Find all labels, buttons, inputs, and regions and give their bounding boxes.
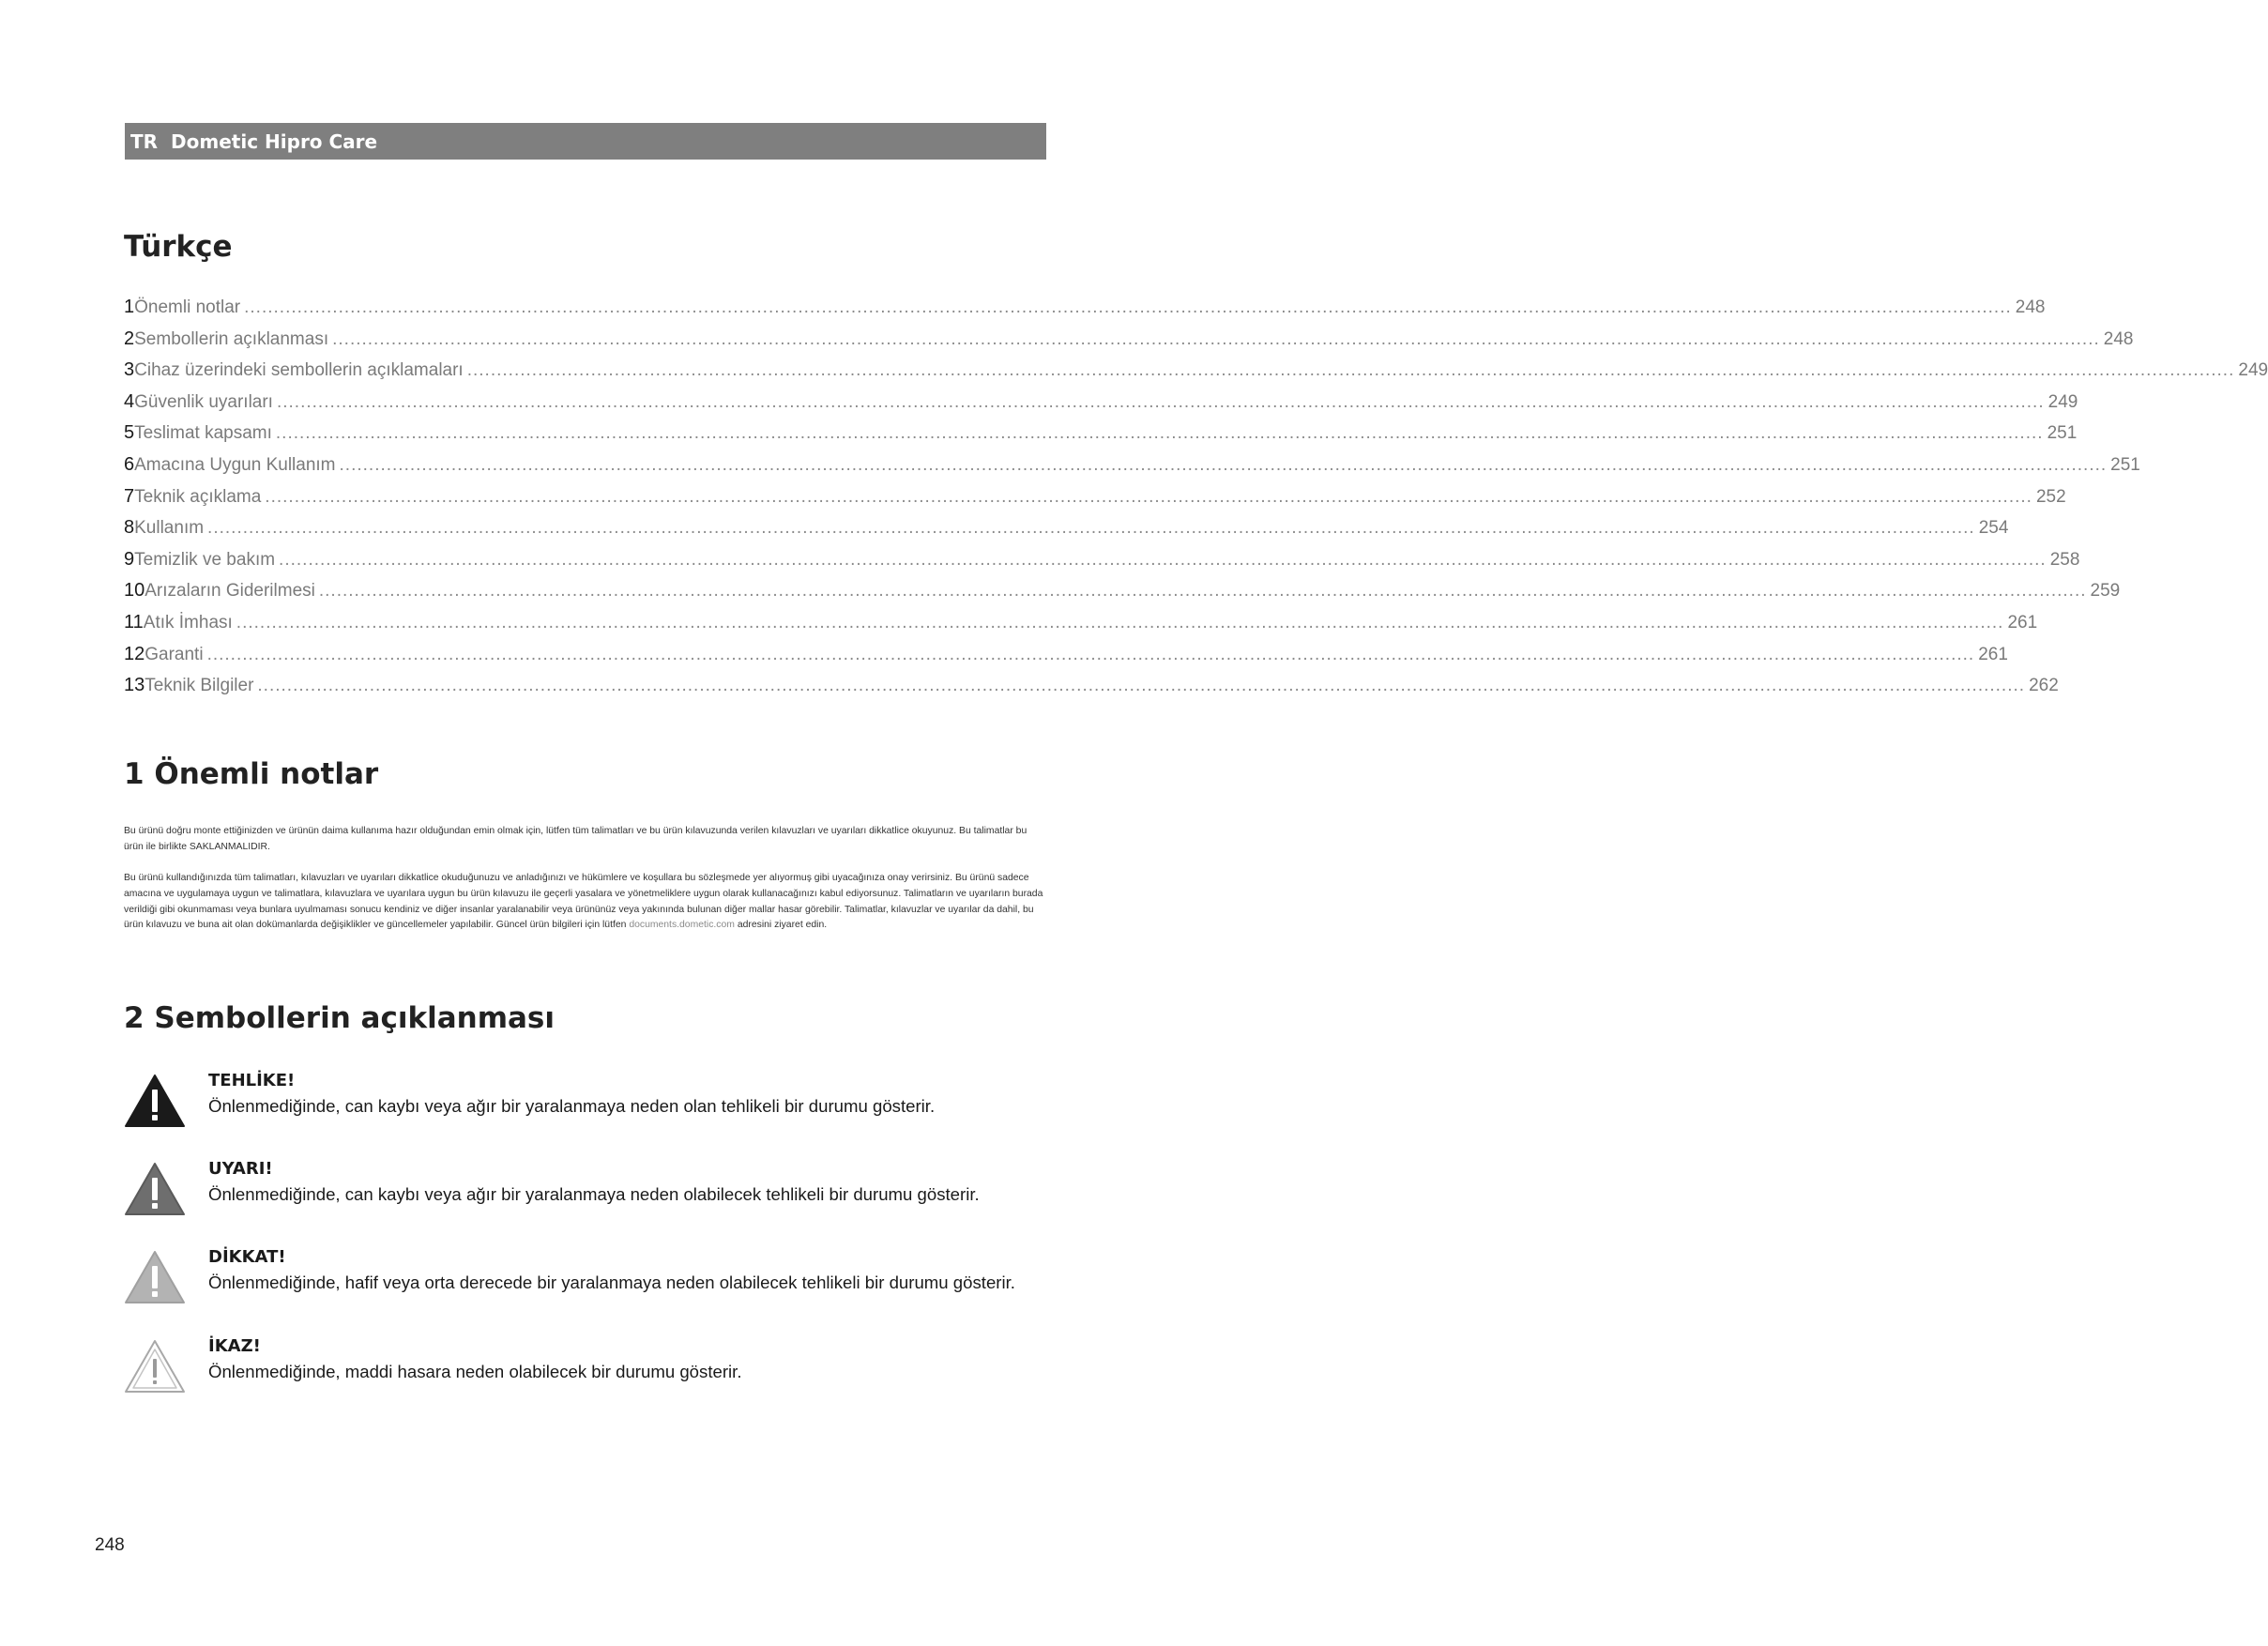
toc-number: 7: [124, 485, 135, 507]
toc-page: 261: [2007, 612, 2038, 632]
toc-page: 262: [2029, 676, 2059, 696]
symbol-danger: [124, 1071, 1053, 1136]
toc-row[interactable]: [124, 328, 2134, 360]
paragraph-text: Bu ürünü kullandığınızda tüm talimatları, kılavuzları ve uyarıları dikkatlice okuduğunuzu ve anladığınızı ve hükümlere ve koşullara bu sözleşmede yer alıyormuş gibi uyacağınıza onay verirsiniz. Bu ürünü sadece amacına ve uygulamaya uygun ve talimatlara, kılavuzlara ve uyarılara uygun bu ürün kılavuzu ile geçerli yasalara ve yönetmeliklere uygun olarak kullanacağınızı kabul ediyorsunuz. Talimatların ve uyarıların burada verildiği gibi okunmaması veya bunlara uyulmaması sonucu kendiniz ve diğer insanlar yaralanabilir veya ürününüz veya yakınında bulunan diğer mallar hasar görebilir. Talimatlar, kılavuzlar ve uyarılar da dahil, bu ürün kılavuzu ve buna ait olan dokümanlarda değişiklikler ve güncellemeler yapılabilir. Güncel ürün bilgileri için lütfen: [124, 873, 1043, 931]
toc-leader: ............................................................................................................................................................................................................................................................................................................: [207, 518, 1975, 539]
toc-page: 254: [1978, 518, 2009, 539]
toc-page: 258: [2049, 549, 2080, 570]
toc-title: Temizlik ve bakım: [134, 549, 276, 570]
section-2-heading: 2 Sembollerin açıklanması: [124, 1001, 556, 1035]
section-1-paragraph-2: [124, 871, 1043, 934]
toc-leader: ............................................................................................................................................................................................................................................................................................................: [466, 360, 2235, 381]
toc-row[interactable]: [124, 548, 2080, 581]
toc-leader: ............................................................................................................................................................................................................................................................................................................: [332, 328, 2100, 349]
toc-page: 248: [2015, 297, 2046, 317]
toc-title: Atık İmhası: [143, 612, 233, 632]
toc-number: 1: [124, 297, 135, 317]
danger-warning-triangle-icon: [124, 1073, 186, 1129]
toc-title: Önemli notlar: [134, 297, 241, 317]
symbol-notice: [124, 1336, 1053, 1402]
toc-row[interactable]: [124, 643, 2008, 676]
toc-leader: ............................................................................................................................................................................................................................................................................................................: [276, 391, 2045, 412]
toc-leader: ............................................................................................................................................................................................................................................................................................................: [244, 297, 2012, 317]
toc-leader: ............................................................................................................................................................................................................................................................................................................: [318, 581, 2087, 602]
toc-number: 3: [124, 359, 135, 381]
toc-title: Güvenlik uyarıları: [134, 391, 273, 412]
toc-leader: ............................................................................................................................................................................................................................................................................................................: [279, 549, 2047, 570]
toc-title: Garanti: [145, 644, 204, 664]
toc-page: 259: [2090, 581, 2121, 602]
toc-title: Teknik açıklama: [134, 486, 262, 507]
symbol-description: Önlenmediğinde, hafif veya orta derecede bir yaralanmaya neden olabilecek tehlikeli bir durumu gösterir.: [208, 1273, 1015, 1292]
language-code: TR: [130, 130, 159, 153]
toc-number: 8: [124, 517, 135, 539]
toc-page: 261: [1978, 644, 2008, 664]
toc-title: Sembollerin açıklanması: [134, 328, 329, 349]
toc-title: Cihaz üzerindeki sembollerin açıklamaları: [134, 360, 464, 381]
documents-link[interactable]: documents.dometic.com: [629, 920, 735, 931]
symbol-description: Önlenmediğinde, maddi hasara neden olabilecek bir durumu gösterir.: [208, 1362, 742, 1381]
symbol-warning: [124, 1159, 1053, 1225]
section-1-heading: 1 Önemli notlar: [124, 757, 379, 791]
toc-leader: ............................................................................................................................................................................................................................................................................................................: [339, 454, 2108, 475]
toc-leader: ............................................................................................................................................................................................................................................................................................................: [206, 644, 1975, 664]
toc-page: 248: [2103, 328, 2134, 349]
toc-page: 252: [2035, 486, 2066, 507]
symbol-label: TEHLİKE!: [208, 1071, 296, 1090]
toc-row[interactable]: [124, 359, 2268, 391]
header-bar: [125, 123, 1046, 160]
toc-leader: ............................................................................................................................................................................................................................................................................................................: [257, 676, 2026, 696]
caution-triangle-icon: [124, 1249, 186, 1305]
toc-row[interactable]: [124, 580, 2121, 612]
toc-title: Arızaların Giderilmesi: [145, 581, 315, 602]
toc-leader: ............................................................................................................................................................................................................................................................................................................: [275, 423, 2044, 444]
product-title: Dometic Hipro Care: [171, 130, 378, 153]
toc-row[interactable]: [124, 422, 2078, 454]
symbol-description: Önlenmediğinde, can kaybı veya ağır bir yaralanmaya neden olan tehlikeli bir durumu gösterir.: [208, 1096, 936, 1116]
toc-page: 251: [2047, 423, 2078, 444]
toc-title: Teknik Bilgiler: [145, 676, 254, 696]
page-number: 248: [95, 1535, 125, 1555]
toc-page: 249: [2238, 360, 2268, 381]
section-1-paragraph-1: Bu ürünü doğru monte ettiğinizden ve ürünün daima kullanıma hazır olduğundan emin olmak için, lütfen tüm talimatları ve bu ürün kılavuzunda verilen kılavuzları ve uyarıları dikkatlice okuyunuz. Bu talimatlar bu ürün ile birlikte SAKLANMALIDIR.: [124, 826, 1027, 852]
symbol-label: DİKKAT!: [208, 1247, 286, 1267]
toc-title: Amacına Uygun Kullanım: [134, 454, 336, 475]
toc-row[interactable]: [124, 297, 2046, 328]
toc-page: 251: [2110, 454, 2140, 475]
toc-leader: ............................................................................................................................................................................................................................................................................................................: [265, 486, 2032, 507]
notice-triangle-icon: [124, 1338, 186, 1395]
toc-row[interactable]: [124, 453, 2140, 486]
toc-title: Teslimat kapsamı: [134, 423, 272, 444]
toc-title: Kullanım: [134, 518, 205, 539]
language-title: Türkçe: [124, 230, 233, 264]
toc-row[interactable]: [124, 485, 2066, 518]
toc-page: 249: [2047, 391, 2078, 412]
symbol-description: Önlenmediğinde, can kaybı veya ağır bir yaralanmaya neden olabilecek tehlikeli bir durumu gösterir.: [208, 1184, 980, 1204]
toc-number: 2: [124, 328, 135, 349]
toc-number: 12: [124, 643, 145, 664]
symbol-caution: [124, 1247, 1053, 1313]
toc-number: 10: [124, 580, 145, 602]
table-of-contents: [124, 297, 2268, 707]
warning-triangle-icon: [124, 1161, 186, 1217]
toc-number: 5: [124, 422, 135, 444]
toc-number: 9: [124, 548, 135, 570]
toc-number: 11: [124, 611, 144, 632]
toc-number: 6: [124, 453, 135, 475]
toc-row[interactable]: [124, 611, 2038, 644]
toc-row[interactable]: [124, 390, 2078, 423]
symbol-label: UYARI!: [208, 1159, 273, 1179]
toc-number: 4: [124, 390, 135, 412]
toc-leader: ............................................................................................................................................................................................................................................................................................................: [236, 612, 2004, 632]
toc-number: 13: [124, 675, 145, 696]
toc-row[interactable]: [124, 517, 2009, 549]
toc-row[interactable]: [124, 675, 2059, 707]
paragraph-text-end: adresini ziyaret edin.: [734, 920, 828, 931]
symbol-label: İKAZ!: [208, 1336, 261, 1356]
